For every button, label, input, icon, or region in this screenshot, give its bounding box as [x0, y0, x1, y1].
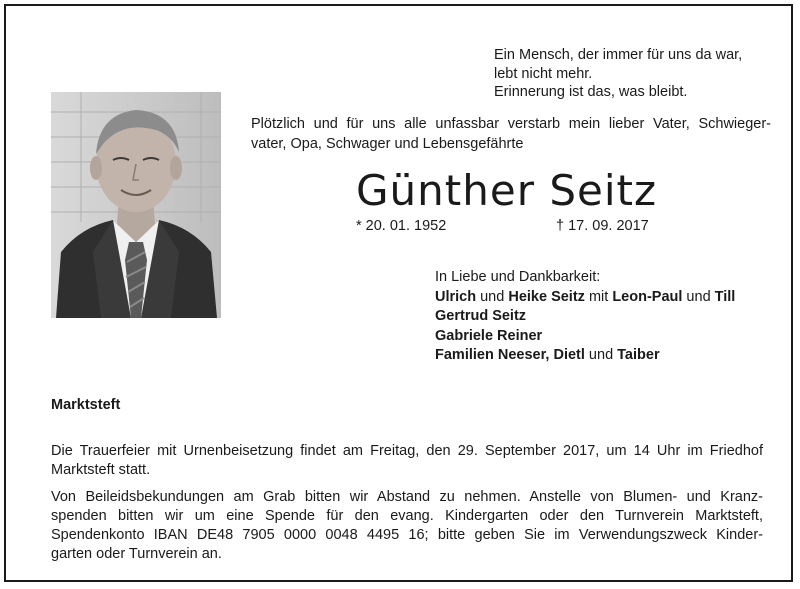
memorial-quote [494, 46, 742, 102]
deceased-name: Günther Seitz [356, 166, 658, 215]
mourner-line [435, 288, 735, 308]
mourner-name: Heike Seitz [508, 288, 585, 305]
mourner-name: Ulrich [435, 288, 477, 305]
donation-line: spenden bitten wir um eine Spende für den evang. Kindergarten oder den Turnverein Marktsteft, [51, 508, 763, 524]
intro-line: vater, Opa, Schwager und Lebensgefährte [251, 135, 524, 152]
mourner-name: Familien Neeser, Dietl [435, 347, 585, 363]
connector: und [584, 347, 618, 363]
donation-line: garten oder Turnverein an. [51, 546, 222, 562]
funeral-line: Die Trauerfeier mit Urnenbeisetzung findet am Freitag, den 29. September 2017, um 14 Uhr im Friedhof [51, 443, 763, 459]
connector: mit [584, 288, 613, 305]
funeral-line: Marktsteft statt. [51, 462, 151, 478]
intro-line: Plötzlich und für uns alle unfassbar verstarb mein lieber Vater, Schwieger- [251, 116, 771, 132]
donation-line: Von Beileidsbekundungen am Grab bitten wir Abstand zu nehmen. Anstelle von Blumen- und Kranz- [51, 489, 763, 505]
donation-line: Spendenkonto IBAN DE48 7905 0000 0048 4495 16; bitte geben Sie im Verwendungszweck Kinder- [51, 527, 763, 543]
quote-line: Erinnerung ist das, was bleibt. [494, 84, 688, 100]
mourner-name: Till [714, 288, 736, 305]
donation-info [51, 488, 763, 564]
quote-line: lebt nicht mehr. [494, 65, 593, 82]
place-name: Marktsteft [51, 397, 121, 413]
mourner-name: Gertrud Seitz [435, 308, 527, 324]
mourner-line [435, 327, 735, 347]
mourners-list [435, 268, 735, 366]
mourner-name: Taiber [617, 347, 660, 363]
funeral-info [51, 442, 763, 480]
mourner-line [435, 346, 735, 366]
portrait-photo [51, 92, 221, 318]
mourner-line [435, 307, 735, 327]
quote-line: Ein Mensch, der immer für uns da war, [494, 47, 743, 63]
mourner-name: Gabriele Reiner [435, 327, 543, 344]
mourners-heading: In Liebe und Dankbarkeit: [435, 269, 601, 285]
death-announcement [251, 115, 771, 154]
mourner-name: Leon-Paul [612, 288, 683, 305]
connector: und [476, 288, 509, 305]
portrait-illustration [51, 92, 221, 318]
birth-date: * 20. 01. 1952 [356, 218, 447, 234]
death-date: † 17. 09. 2017 [556, 218, 649, 234]
connector: und [682, 288, 715, 305]
